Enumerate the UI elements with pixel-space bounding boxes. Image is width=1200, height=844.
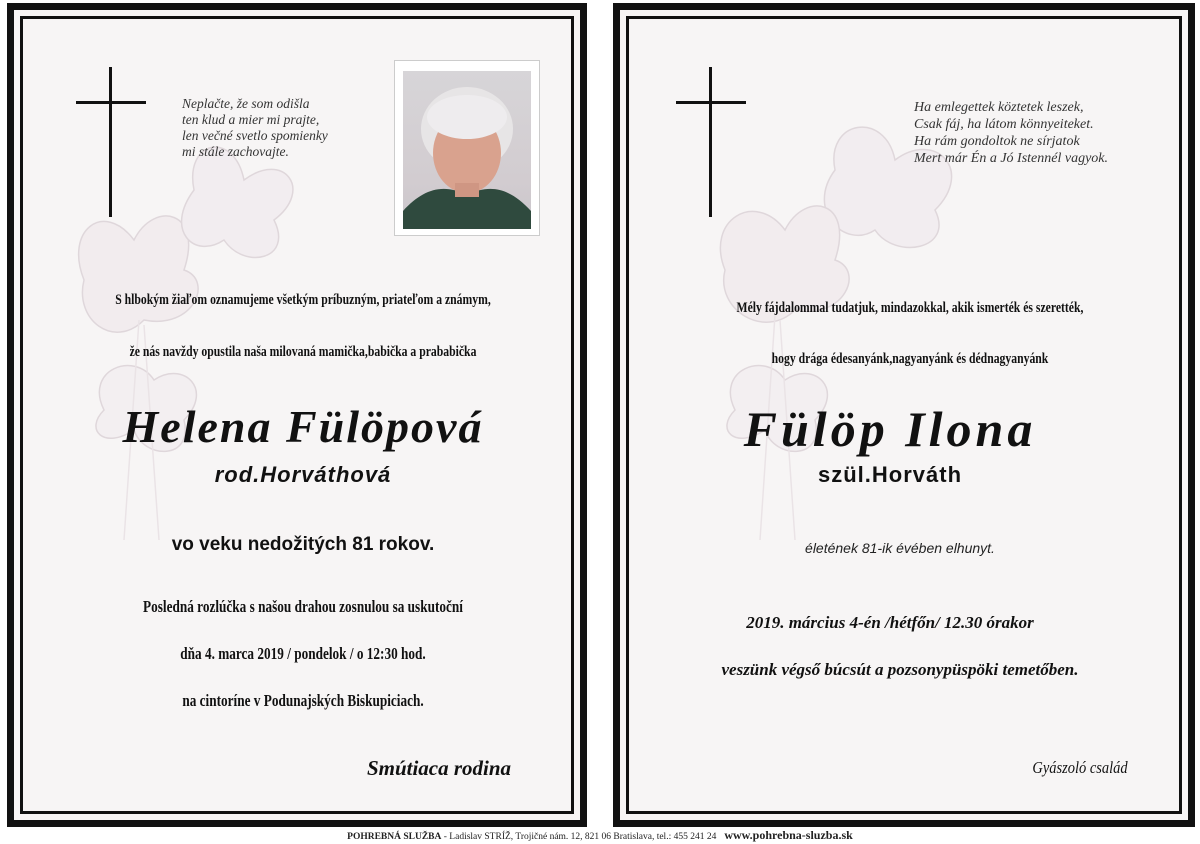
poem-line: mi stále zachovajte. [182, 144, 289, 159]
announcement-line: hogy drága édesanyánk,nagyanyánk és dédnagyanyánk [771, 351, 1049, 367]
poem-line: Neplačte, že som odišla [182, 96, 310, 111]
maiden-name: szül.Horváth [817, 462, 963, 487]
deceased-name: Helena Fülöpová [122, 401, 484, 452]
funeral-line: veszünk végső búcsút a pozsonypüspöki temetőben. [721, 660, 1079, 679]
obituary-card-slovak [8, 4, 586, 826]
funeral-line: Posledná rozlúčka s našou drahou zosnulou sa uskutoční [143, 597, 463, 616]
signature: Smútiaca rodina [366, 756, 512, 780]
maiden-name: rod.Horváthová [214, 462, 392, 487]
poem-line: Ha rám gondoltok ne sírjatok [914, 134, 1080, 149]
poem-line: Mert már Én a Jó Istennél vagyok. [914, 151, 1108, 166]
age-text: vo veku nedožitých 81 rokov. [171, 534, 435, 555]
memorial-poem [182, 96, 328, 160]
age-text: életének 81-ik évében elhunyt. [805, 540, 995, 556]
funeral-line: dňa 4. marca 2019 / pondelok / o 12:30 hod. [180, 644, 426, 663]
announcement-line: že nás navždy opustila naša milovaná mamička,babička a prababička [129, 344, 477, 360]
poem-line: Csak fáj, ha látom könnyeiteket. [914, 117, 1094, 132]
funeral-line: na cintoríne v Podunajských Biskupiciach. [182, 691, 424, 710]
memorial-poem [914, 99, 1108, 167]
deceased-name: Fülöp Ilona [743, 401, 1037, 457]
poem-line: Ha emlegettek köztetek leszek, [914, 100, 1084, 115]
obituary-card-hungarian [614, 4, 1194, 826]
portrait-photo [394, 60, 540, 236]
funeral-line: 2019. március 4-én /hétfőn/ 12.30 órakor [746, 613, 1034, 632]
poem-line: len večné svetlo spomienky [182, 128, 328, 143]
signature: Gyászoló család [1032, 758, 1128, 777]
company-details: - Ladislav STRÍŽ, Trojičné nám. 12, 821 06 Bratislava, tel.: 455 241 24 [441, 832, 717, 842]
cross-icon [76, 67, 146, 217]
cross-icon [676, 67, 746, 217]
website-link[interactable]: www.pohrebna-sluzba.sk [724, 828, 853, 842]
portrait-image [403, 71, 531, 229]
announcement-line: S hlbokým žiaľom oznamujeme všetkým príbuzným, priateľom a známym, [115, 292, 491, 308]
announcement-line: Mély fájdalommal tudatjuk, mindazokkal, akik ismerték és szerették, [736, 300, 1084, 316]
funeral-service-footer [0, 828, 1200, 842]
poem-line: ten klud a mier mi prajte, [182, 112, 320, 127]
company-name: POHREBNÁ SLUŽBA [347, 832, 442, 842]
